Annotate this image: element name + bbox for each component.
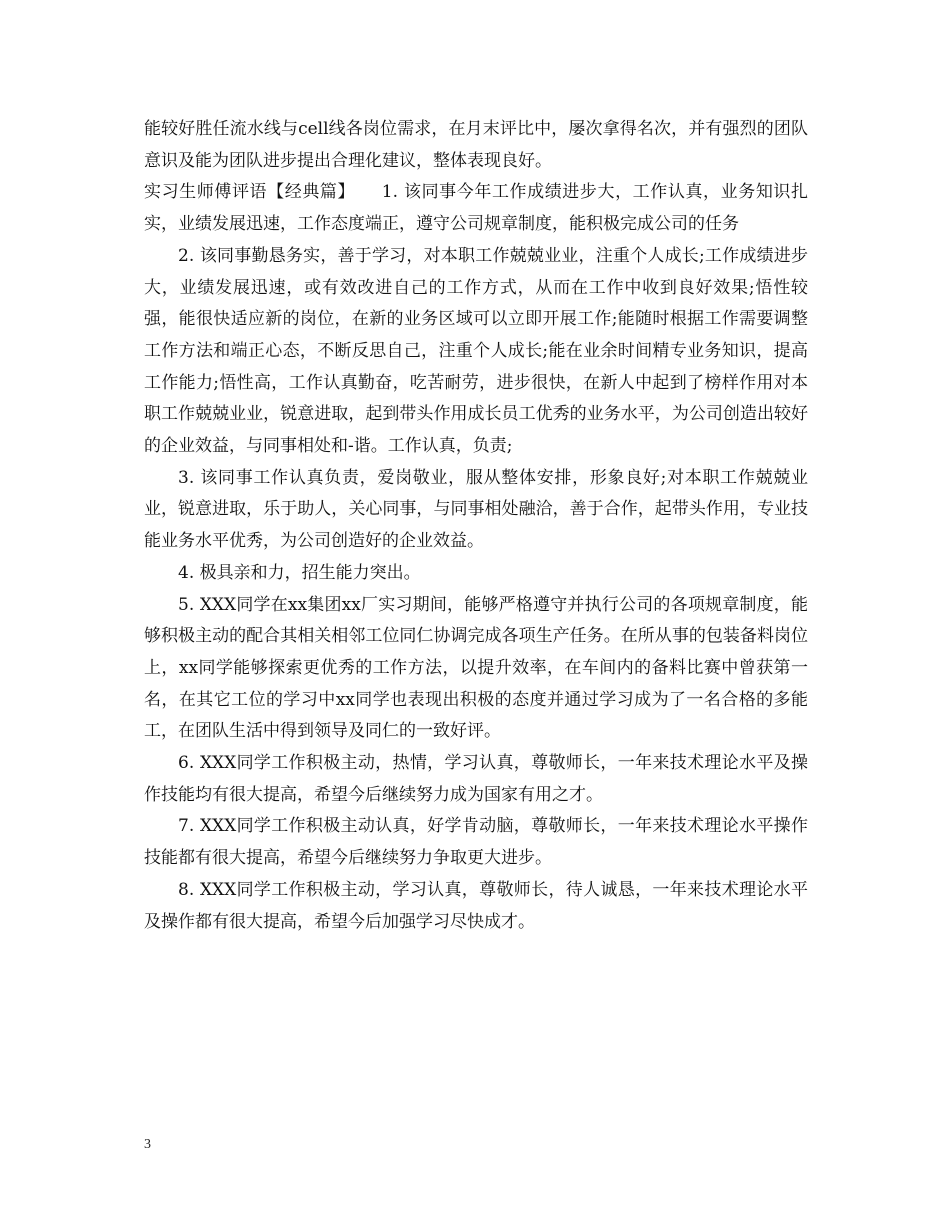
paragraph-item-2: 2. 该同事勤恳务实，善于学习，对本职工作兢兢业业，注重个人成长;工作成绩进步大，业绩发展迅速，或有效改进自己的工作方式，从而在工作中收到良好效果;悟性较强，能很快适应新的岗位，在新的业务区域可以立即开展工作;能随时根据工作需要调整工作方法和端正心态，不断反思自己，注重个人成长;能在业余时间精专业务知识，提高工作能力;悟性高，工作认真勤奋，吃苦耐劳，进步很快，在新人中起到了榜样作用对本职工作兢兢业业，锐意进取，起到带头作用成长员工优秀的业务水平，为公司创造出较好的企业效益，与同事相处和-谐。工作认真，负责;	[144, 245, 808, 457]
paragraph-item-6: 6. XXX同学工作积极主动，热情，学习认真，尊敬师长，一年来技术理论水平及操作技能均有很大提高，希望今后继续努力成为国家有用之才。	[144, 753, 808, 805]
paragraph-item-4: 4. 极具亲和力，招生能力突出。	[178, 562, 421, 583]
paragraph-item-8: 8. XXX同学工作积极主动，学习认真，尊敬师长，待人诚恳，一年来技术理论水平及操作都有很大提高，希望今后加强学习尽快成才。	[144, 879, 808, 932]
paragraph-item-7: 7. XXX同学工作积极主动认真，好学肯动脑，尊敬师长，一年来技术理论水平操作技能都有很大提高，希望今后继续努力争取更大进步。	[144, 816, 808, 869]
paragraph-section-heading-item-1: 实习生师傅评语【经典篇】 1. 该同事今年工作成绩进步大，工作认真，业务知识扎实，业绩发展迅速，工作态度端正，遵守公司规章制度，能积极完成公司的任务	[144, 182, 808, 235]
document-body	[144, 114, 808, 938]
page-number: 3	[144, 1137, 151, 1152]
paragraph-continuation: 能较好胜任流水线与cell线各岗位需求，在月末评比中，屡次拿得名次，并有强烈的团队意识及能为团队进步提出合理化建议，整体表现良好。	[144, 119, 808, 171]
paragraph-item-5: 5. XXX同学在xx集团xx厂实习期间，能够严格遵守并执行公司的各项规章制度，能够积极主动的配合其相关相邻工位同仁协调完成各项生产任务。在所从事的包装备料岗位上，xx同学能够探索更优秀的工作方法，以提升效率，在车间内的备料比赛中曾获第一名，在其它工位的学习中xx同学也表现出积极的态度并通过学习成为了一名合格的多能工，在团队生活中得到领导及同仁的一致好评。	[144, 594, 808, 742]
paragraph-item-3: 3. 该同事工作认真负责，爱岗敬业，服从整体安排，形象良好;对本职工作兢兢业业，锐意进取，乐于助人，关心同事，与同事相处融洽，善于合作，起带头作用，专业技能业务水平优秀，为公司创造好的企业效益。	[144, 467, 808, 552]
